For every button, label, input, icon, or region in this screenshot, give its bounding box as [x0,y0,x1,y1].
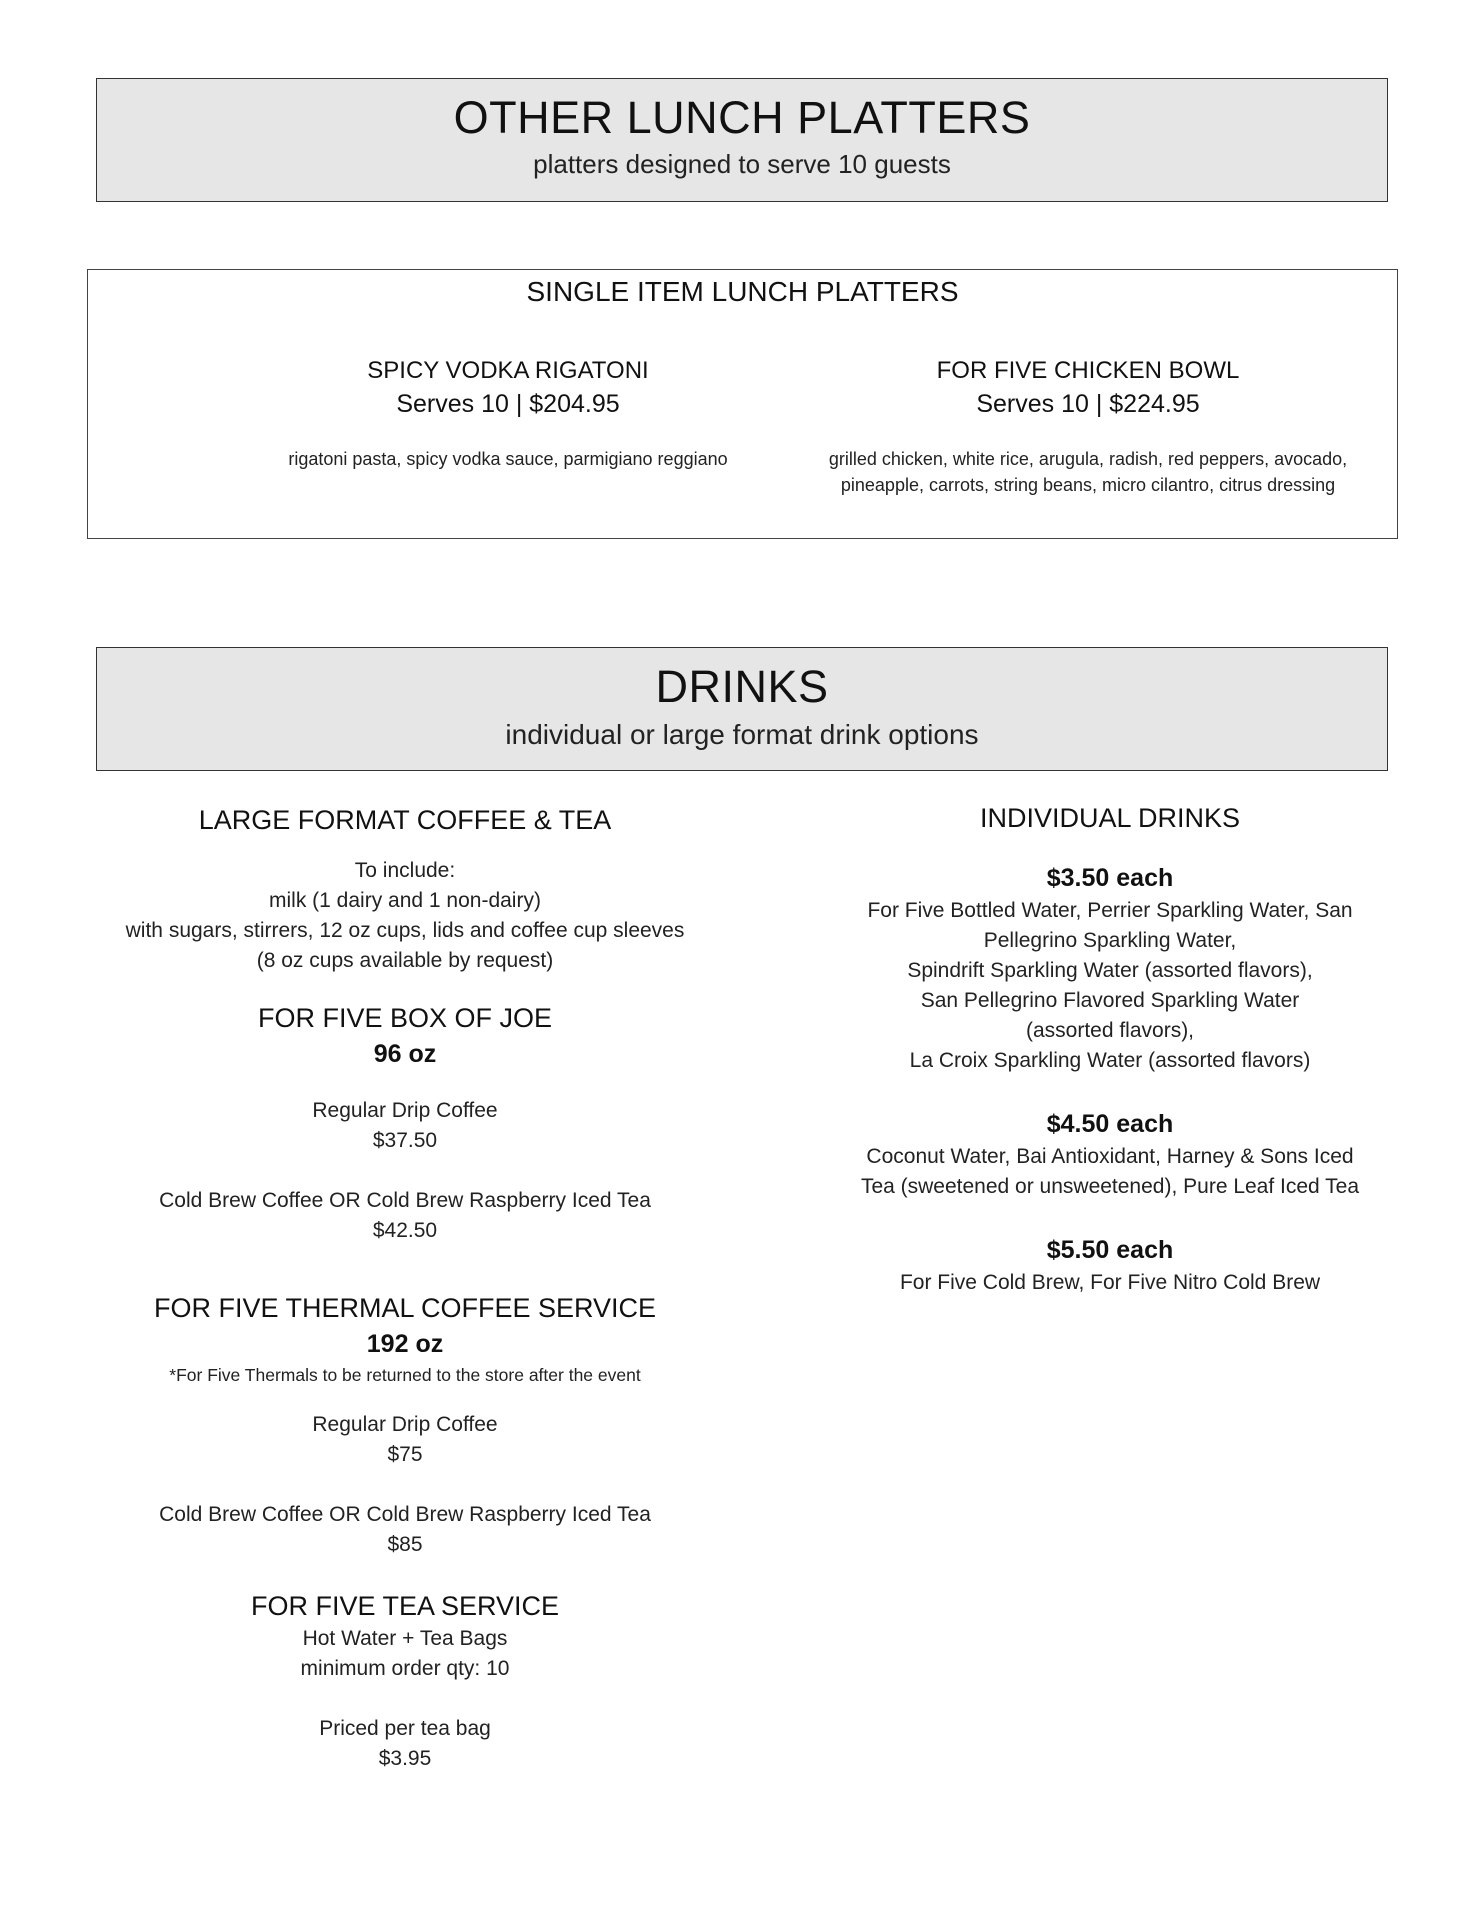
drink-line: La Croix Sparkling Water (assorted flavors) [909,1049,1311,1072]
thermal-item: Regular Drip Coffee [312,1413,498,1436]
single-item-title: SINGLE ITEM LUNCH PLATTERS [526,276,959,307]
box-of-joe-item: Cold Brew Coffee OR Cold Brew Raspberry Iced Tea [159,1189,651,1212]
drink-line: San Pellegrino Flavored Sparkling Water [920,989,1300,1012]
drink-list [810,1268,1410,1298]
tea-service-line: minimum order qty: 10 [300,1657,510,1680]
include-list [95,856,715,976]
tea-service-line: Hot Water + Tea Bags [302,1627,508,1650]
platter-description-line: pineapple, carrots, string beans, micro cilantro, citrus dressing [840,475,1336,495]
thermal-price: $85 [387,1533,423,1556]
individual-drinks-title: INDIVIDUAL DRINKS [979,803,1241,833]
platter-serves-price: Serves 10 | $204.95 [396,390,620,418]
platter-chicken-bowl [788,354,1388,498]
platter-spicy-vodka-rigatoni [158,354,858,472]
thermal-price: $75 [387,1443,423,1466]
box-of-joe-price: $37.50 [372,1129,438,1152]
platter-name: FOR FIVE CHICKEN BOWL [936,357,1240,384]
tea-service-price: $3.95 [378,1747,432,1770]
platter-description-line: rigatoni pasta, spicy vodka sauce, parmigiano reggiano [288,449,728,469]
thermal-item: Cold Brew Coffee OR Cold Brew Raspberry Iced Tea [159,1503,651,1526]
large-format-section [95,800,715,1774]
drink-list [810,1142,1410,1202]
include-line: milk (1 dairy and 1 non-dairy) [269,889,541,912]
box-of-joe-size: 96 oz [373,1040,437,1068]
price-group-heading: $3.50 each [1046,864,1174,892]
lunch-banner-title: OTHER LUNCH PLATTERS [453,92,1031,143]
drink-line: (assorted flavors), [1025,1019,1195,1042]
drink-line: Pellegrino Sparkling Water, [983,929,1237,952]
individual-drinks-section [810,798,1410,1298]
drink-list [810,896,1410,1076]
box-of-joe-title: FOR FIVE BOX OF JOE [257,1003,553,1033]
lunch-platters-banner [96,78,1388,202]
platter-serves-price: Serves 10 | $224.95 [976,390,1200,418]
include-line: (8 oz cups available by request) [256,949,554,972]
drinks-banner [96,647,1388,771]
platter-name: SPICY VODKA RIGATONI [367,357,649,384]
drink-line: For Five Cold Brew, For Five Nitro Cold Brew [899,1271,1321,1294]
drinks-banner-title: DRINKS [655,661,829,712]
thermal-title: FOR FIVE THERMAL COFFEE SERVICE [153,1293,657,1323]
tea-service-line: Priced per tea bag [319,1717,491,1740]
platter-description [158,446,858,472]
platter-description [788,446,1388,498]
tea-service-title: FOR FIVE TEA SERVICE [250,1591,560,1621]
box-of-joe-item: Regular Drip Coffee [312,1099,498,1122]
box-of-joe-price: $42.50 [372,1219,438,1242]
large-format-title: LARGE FORMAT COFFEE & TEA [198,805,612,835]
include-line: To include: [354,859,456,882]
include-line: with sugars, stirrers, 12 oz cups, lids and coffee cup sleeves [125,919,685,942]
drink-line: Spindrift Sparkling Water (assorted flavors), [907,959,1313,982]
drink-line: Coconut Water, Bai Antioxidant, Harney & Sons Iced [866,1145,1354,1168]
thermal-size: 192 oz [366,1330,444,1358]
lunch-banner-subtitle: platters designed to serve 10 guests [533,149,951,179]
drinks-banner-subtitle: individual or large format drink options [505,719,979,750]
platter-description-line: grilled chicken, white rice, arugula, radish, red peppers, avocado, [828,449,1348,469]
price-group-heading: $5.50 each [1046,1236,1174,1264]
drink-line: For Five Bottled Water, Perrier Sparkling Water, San [867,899,1353,922]
single-item-platters-box [87,269,1398,539]
thermal-note: *For Five Thermals to be returned to the store after the event [169,1365,641,1385]
drink-line: Tea (sweetened or unsweetened), Pure Leaf Iced Tea [860,1175,1360,1198]
price-group-heading: $4.50 each [1046,1110,1174,1138]
